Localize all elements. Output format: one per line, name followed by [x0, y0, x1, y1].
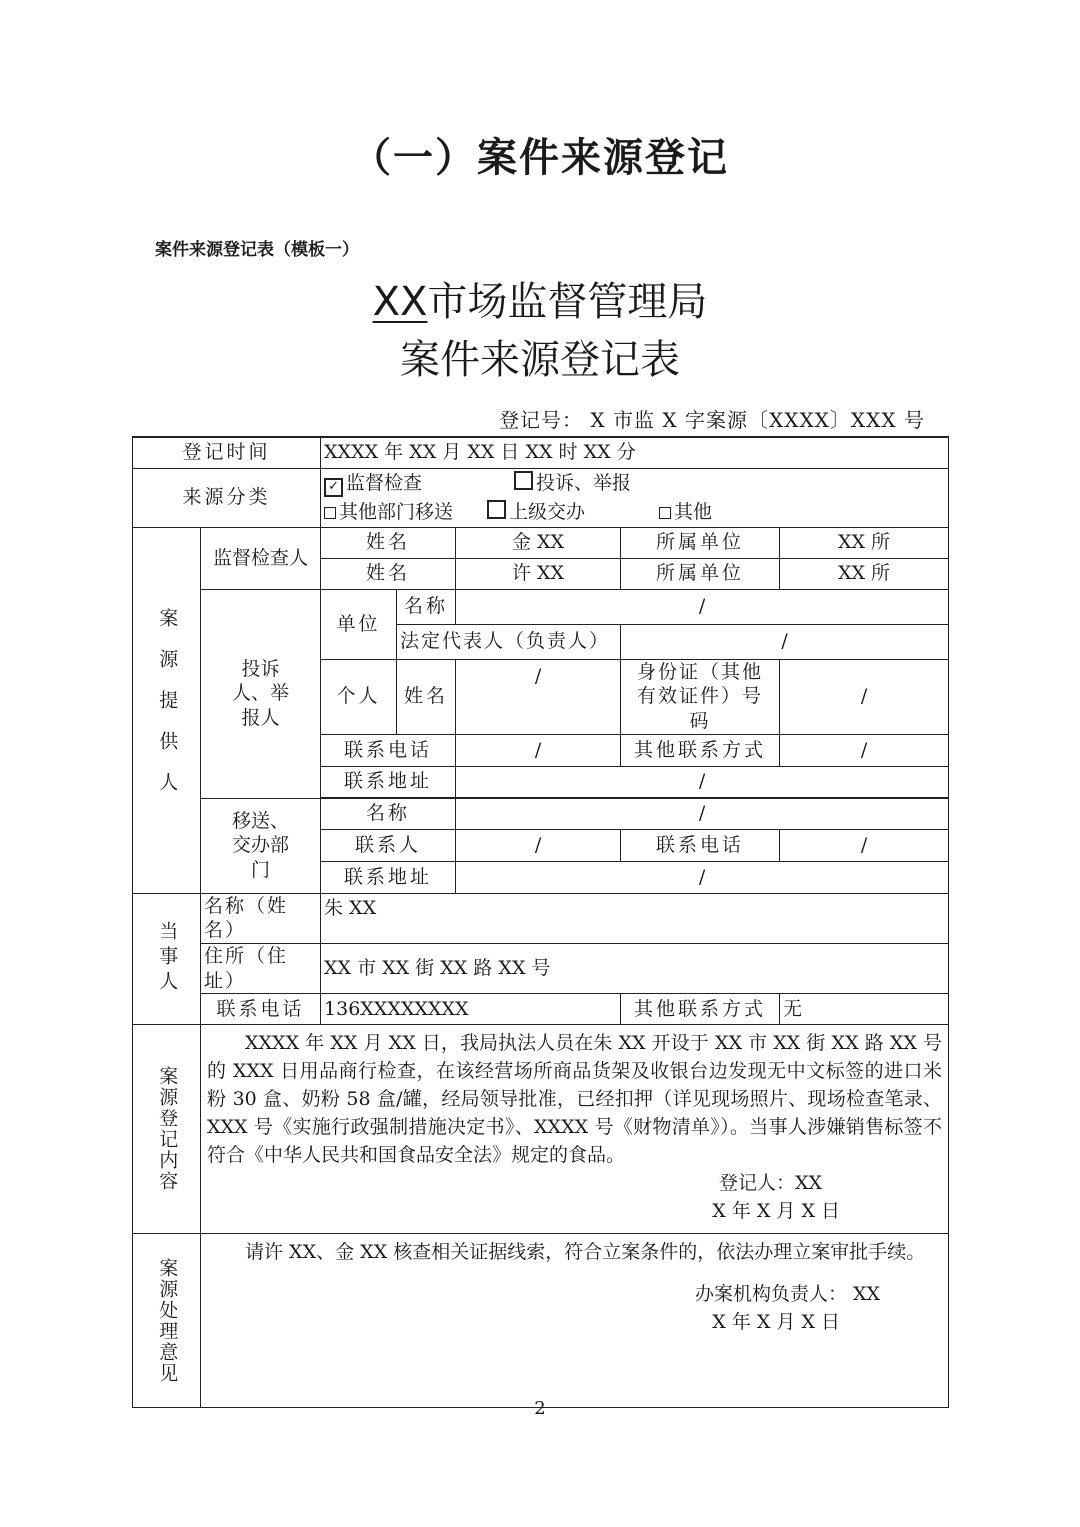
legal-rep-value: / — [621, 624, 949, 659]
other-contact-value: / — [780, 734, 949, 766]
checkbox-icon — [324, 507, 336, 519]
checkbox-checked-icon: ✓ — [324, 478, 343, 497]
provider-label: 案源提供人 — [133, 527, 201, 893]
page-number: 2 — [534, 1398, 546, 1419]
party-name-label: 名称（姓名） — [201, 893, 321, 943]
row-opinion — [133, 1234, 949, 1408]
row-inspector-1 — [133, 527, 949, 558]
agency-prefix: XX — [372, 279, 428, 325]
row-party-phone — [133, 994, 949, 1025]
checkbox-icon — [514, 471, 533, 490]
transfer-phone-value: / — [780, 829, 949, 861]
inspector-unit: XX 所 — [780, 527, 949, 558]
row-unit-name — [133, 589, 949, 624]
content-text: XXXX 年 XX 月 XX 日，我局执法人员在朱 XX 开设于 XX 市 XX 街 XX 路 XX 号的 XXX 日用品商行检查，在该经营场所商品货架及收银台边发现无中文标签的进口米粉 30 盒、奶粉 58 盒/罐，经局领导批准，已经扣押（详见现场照片、现场检查笔录、XXX 号《实施行政强制措施决定书》、XXXX 号《财物清单》）。当事人涉嫌销售标签不符合《中华人民共和国食品安全法》规定的食品。 — [207, 1032, 943, 1167]
option-superior[interactable]: 上级交办 — [487, 498, 585, 527]
row-party-residence — [133, 943, 949, 993]
address-label: 联系地址 — [321, 766, 456, 797]
row-source-type — [133, 468, 949, 527]
unit-name-label: 名称 — [397, 589, 456, 624]
inspector-label: 监督检查人 — [201, 527, 321, 589]
option-inspection[interactable]: ✓ 监督检查 — [324, 469, 422, 498]
id-value: / — [780, 659, 949, 734]
content-date: X 年 X 月 X 日 — [712, 1200, 841, 1223]
inspector-unit: XX 所 — [780, 558, 949, 589]
opinion-label: 案源处理意见 — [133, 1234, 201, 1408]
individual-name-label: 姓名 — [397, 659, 456, 734]
party-residence-value: XX 市 XX 街 XX 路 XX 号 — [321, 943, 949, 993]
row-reg-time — [133, 437, 949, 468]
case-source-form — [132, 436, 949, 1408]
party-other-contact-value: 无 — [780, 994, 949, 1025]
transfer-address-value: / — [456, 861, 949, 893]
content-label: 案源登记内容 — [133, 1025, 201, 1234]
inspector-name: 金 XX — [456, 527, 621, 558]
inspector-name: 许 XX — [456, 558, 621, 589]
party-label: 当事人 — [133, 893, 201, 1025]
inspector-unit-label: 所属单位 — [621, 558, 780, 589]
row-content — [133, 1025, 949, 1234]
row-party-name — [133, 893, 949, 943]
opinion-date: X 年 X 月 X 日 — [712, 1311, 841, 1334]
checkbox-icon — [659, 507, 671, 519]
individual-name-value: / — [456, 659, 621, 734]
source-type-options — [321, 468, 949, 527]
checkbox-icon — [487, 500, 506, 519]
transfer-address-label: 联系地址 — [321, 861, 456, 893]
reg-time-label: 登记时间 — [133, 437, 321, 468]
source-type-label: 来源分类 — [133, 468, 321, 527]
transfer-phone-label: 联系电话 — [621, 829, 780, 861]
unit-label: 单位 — [321, 589, 397, 659]
option-other[interactable]: 其他 — [659, 498, 712, 527]
form-title: 案件来源登记表 — [400, 337, 680, 383]
legal-rep-label: 法定代表人（负责人） — [397, 624, 621, 659]
address-value: / — [456, 766, 949, 797]
transfer-name-value: / — [456, 798, 949, 829]
transfer-name-label: 名称 — [321, 798, 456, 829]
party-phone-value: 136XXXXXXXX — [321, 994, 621, 1025]
phone-value: / — [456, 734, 621, 766]
opinion-cell — [201, 1234, 949, 1408]
reg-time-value: XXXX 年 XX 月 XX 日 XX 时 XX 分 — [321, 437, 949, 468]
option-transfer[interactable]: 其他部门移送 — [324, 498, 453, 527]
transfer-label: 移送、交办部门 — [201, 798, 321, 893]
party-other-contact-label: 其他联系方式 — [621, 994, 780, 1025]
unit-name-value: / — [456, 589, 949, 624]
transfer-contact-label: 联系人 — [321, 829, 456, 861]
phone-label: 联系电话 — [321, 734, 456, 766]
opinion-text: 请许 XX、金 XX 核查相关证据线索，符合立案条件的，依法办理立案审批手续。 — [245, 1241, 926, 1264]
inspector-name-label: 姓名 — [321, 558, 456, 589]
template-label: 案件来源登记表（模板一） — [155, 240, 359, 260]
agency-name: 市场监督管理局 — [427, 279, 708, 325]
registration-number: 登记号： X 市监 X 字案源〔XXXX〕XXX 号 — [499, 408, 925, 432]
option-complaint[interactable]: 投诉、举报 — [514, 469, 631, 498]
complainant-label: 投诉人、举报人 — [201, 589, 321, 798]
other-contact-label: 其他联系方式 — [621, 734, 780, 766]
content-cell — [201, 1025, 949, 1234]
content-registrar: 登记人：XX — [718, 1172, 823, 1195]
transfer-contact-value: / — [456, 829, 621, 861]
inspector-unit-label: 所属单位 — [621, 527, 780, 558]
inspector-name-label: 姓名 — [321, 527, 456, 558]
id-label: 身份证（其他有效证件）号码 — [621, 659, 780, 734]
section-title: （一）案件来源登记 — [351, 135, 729, 181]
agency-title — [0, 270, 1080, 327]
individual-label: 个人 — [321, 659, 397, 734]
party-phone-label: 联系电话 — [201, 994, 321, 1025]
row-transfer-name — [133, 798, 949, 829]
opinion-signer: 办案机构负责人： XX — [694, 1283, 881, 1306]
party-name-value: 朱 XX — [321, 893, 949, 943]
party-residence-label: 住所（住址） — [201, 943, 321, 993]
